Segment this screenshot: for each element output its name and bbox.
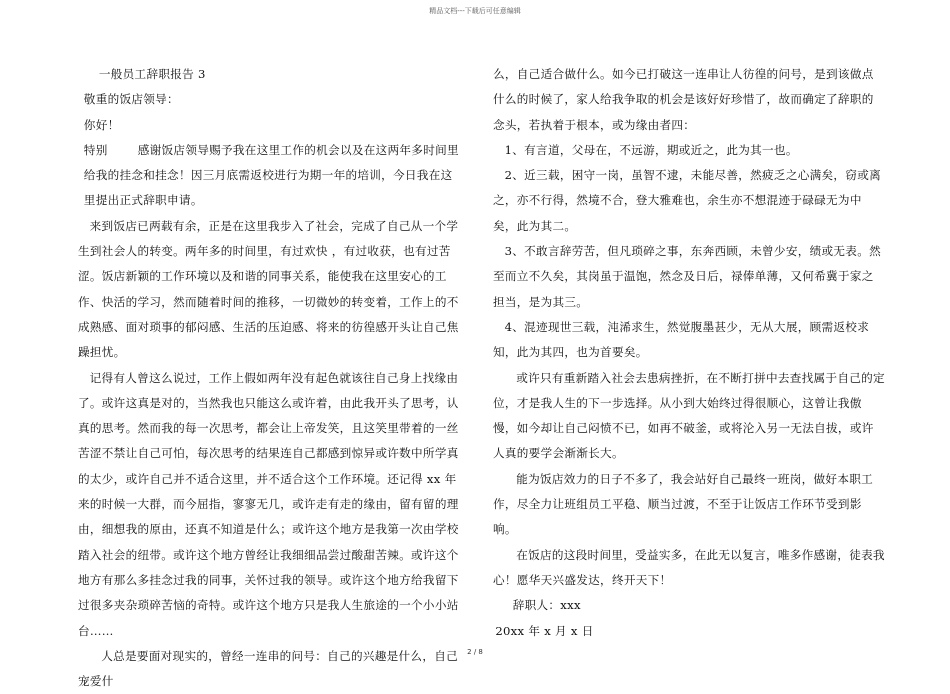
paragraph-thanks-lead: 特别 — [83, 142, 108, 157]
paragraph-thanks-body: 感谢饭店领导赐予我在这里工作的机会以及在这两年多时间里给我的挂念和挂念！因三月底需返校进行为期一年的培训，今日我在这里提出正式辞职申请。 — [83, 142, 459, 208]
left-column — [78, 62, 463, 694]
greeting: 你好！ — [83, 117, 120, 132]
paragraph-reality: 人总是要面对现实的，曾经一连串的问号：自己的兴趣是什么，自己宠爱什 — [78, 648, 459, 689]
page-number: 2 / 8 — [467, 648, 483, 656]
signature: 辞职人：xxx — [512, 598, 581, 613]
right-column — [493, 62, 885, 644]
reason-1: 1、有言道，父母在，不远游，期或近之，此为其一也。 — [504, 142, 798, 157]
document-title: 一般员工辞职报告 3 — [98, 67, 206, 81]
paragraph-last-days: 能为饭店效力的日子不多了，我会站好自己最终一班岗，做好本职工作，尽全力让班组员工平稳、顺当过渡，不至于让饭店工作环节受到影响。 — [493, 471, 874, 537]
paragraph-reality-continued: 么，自己适合做什么。如今已打破这一连串让人彷徨的问号，是到该做点什么的时候了，家人给我争取的机会是该好好珍惜了，故而确定了辞职的念头，若执着于根本，或为缘由者四： — [493, 67, 874, 132]
paragraph-gratitude: 在饭店的这段时间里，受益实多，在此无以复言，唯多作感谢，徒表我心！愿华天兴盛发达，终开天下！ — [493, 547, 885, 587]
page-header: 精品文档---下载后可任意编辑 — [429, 7, 521, 15]
paragraph-future: 或许只有重新踏入社会去患病挫折，在不断打拼中去查找属于自己的定位，才是我人生的下一步选择。从小到大始终过得很顺心，这曾让我傲慢，如今却让自己闷愤不已，如再不破釜，或将沦入另一无法自拔，或许人真的要学会渐渐长大。 — [493, 370, 885, 461]
paragraph-arrival: 来到饭店已两载有余，正是在这里我步入了社会，完成了自己从一个学生到社会人的转变。两年多的时间里，有过欢快 ，有过收获，也有过苦涩。饭店新颖的工作环境以及和谐的同事关系，能使我在这里安心的工作、快活的学习，然而随着时间的推移，一切微妙的转变着，工作上的不成熟感、面对琐事的郁闷感、生活的压迫感、将来的彷徨感开头让自己焦躁担忧。 — [78, 218, 459, 360]
paragraph-thanks — [78, 138, 463, 214]
reason-2: 2、近三载，困守一岗，虽智不逮，未能尽善，然疲乏之心满矣，窃或离之，亦不行得，然境不合，登大雅难也，余生亦不想混迹于碌碌无为中矣，此为其二。 — [493, 168, 881, 233]
date: 20xx 年 x 月 x 日 — [495, 623, 594, 638]
reason-4: 4、混迹现世三载，沌浠求生，然觉腹墨甚少，无从大展，顾需返校求知，此为其四，也为首要矣。 — [493, 319, 870, 360]
salutation: 敬重的饭店领导： — [83, 92, 179, 107]
reason-3: 3、不敢言辞劳苦，但凡琐碎之事，东奔西顾，未曾少安，绩或无表。然至而立不久矣，其岗虽于温饱，然念及日后，禄俸单薄，又何希冀于家之担当，是为其三。 — [493, 244, 881, 309]
paragraph-reflection: 记得有人曾这么说过，工作上假如两年没有起色就该往自己身上找缘由了。或许这真是对的，当然我也只能这么或许着，由此我开头了思考，认真的思考。然而我的每一次思考，都会让上帝发笑，且这笑里带着的一丝苦涩不禁让自己可怕，每次思考的结果连自己都感到惊异或许数中所学真的太少，或许自己并不适合这里，并不适合这个工作环境。还记得 xx 年来的时候一大群，而今屈指，寥寥无几，或许走有走的缘由，留有留的理由，细想我的原由，还真不知道是什么；或许这个地方是我第一次由学校踏入社会的纽带。或许这个地方曾经让我细细品尝过酸甜苦辣。或许这个地方有那么多挂念过我的同事，关怀过我的领导。或许这个地方给我留下过很多夹杂琐碎苦恼的奇特。或许这个地方只是我人生旅途的一个小小站台…… — [78, 370, 459, 638]
